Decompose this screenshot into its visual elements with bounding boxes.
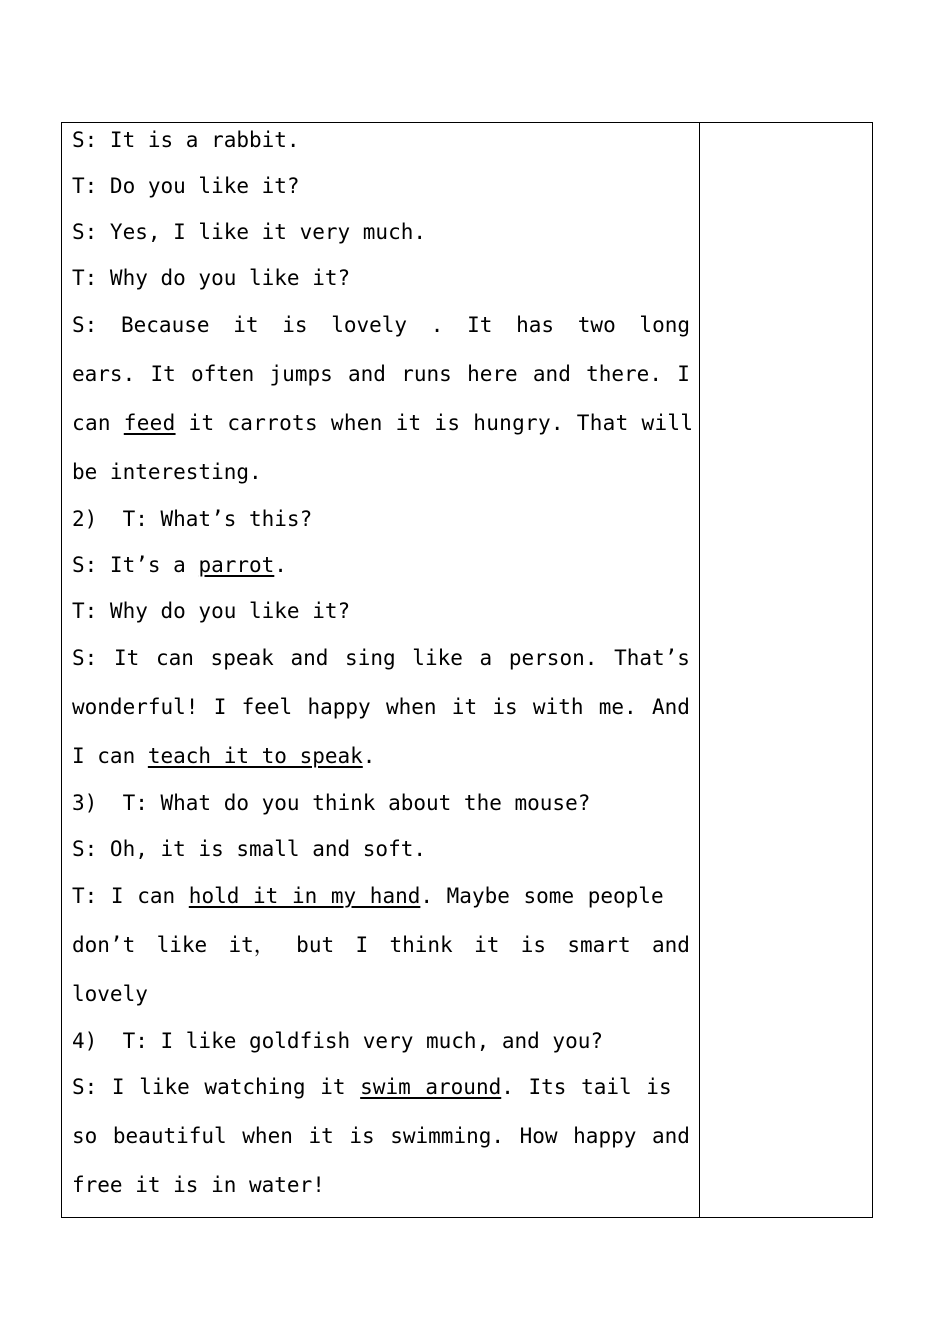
dialogue-line: T: I can hold it in my hand. Maybe some people: [72, 884, 664, 908]
dialogue-line: S: I like watching it swim around. Its tail is: [72, 1075, 672, 1099]
lesson-table: [61, 122, 873, 1218]
dialogue-line: I can teach it to speak.: [72, 744, 376, 768]
dialogue-line: free it is in water!: [72, 1173, 325, 1197]
dialogue-line-justified: S: Because it is lovely . It has two long: [72, 313, 690, 337]
dialogue-line: T: Why do you like it?: [72, 266, 351, 290]
dialogue-cell: [62, 123, 700, 1217]
dialogue-line: T: Do you like it?: [72, 174, 300, 198]
underlined-phrase: hold it in my hand: [188, 884, 421, 908]
dialogue-line: lovely: [72, 982, 148, 1006]
dialogue-line-justified: wonderful! I feel happy when it is with me. And: [72, 695, 690, 719]
dialogue-line: 3) T: What do you think about the mouse?: [72, 791, 591, 815]
underlined-phrase: parrot: [198, 553, 275, 577]
dialogue-line-justified: don’t like it， but I think it is smart and: [72, 933, 690, 957]
dialogue-line: 4) T: I like goldfish very much, and you?: [72, 1029, 604, 1053]
dialogue-line: T: Why do you like it?: [72, 599, 351, 623]
dialogue-line: can feed it carrots when it is hungry. That will: [72, 411, 694, 435]
underlined-phrase: swim around: [360, 1075, 502, 1099]
dialogue-line: be interesting.: [72, 460, 262, 484]
dialogue-line-justified: S: It can speak and sing like a person. That’s: [72, 646, 690, 670]
dialogue-line: S: Oh, it is small and soft.: [72, 837, 427, 861]
dialogue-line: 2) T: What’s this?: [72, 507, 313, 531]
dialogue-line: S: It’s a parrot.: [72, 553, 287, 577]
underlined-phrase: teach it to speak: [147, 744, 363, 768]
dialogue-line: S: It is a rabbit.: [72, 128, 300, 152]
dialogue-line: S: Yes, I like it very much.: [72, 220, 427, 244]
underlined-phrase: feed: [123, 411, 176, 435]
notes-cell: [700, 123, 872, 1217]
dialogue-line-justified: so beautiful when it is swimming. How happy and: [72, 1124, 690, 1148]
dialogue-line-justified: ears. It often jumps and runs here and there. I: [72, 362, 690, 386]
